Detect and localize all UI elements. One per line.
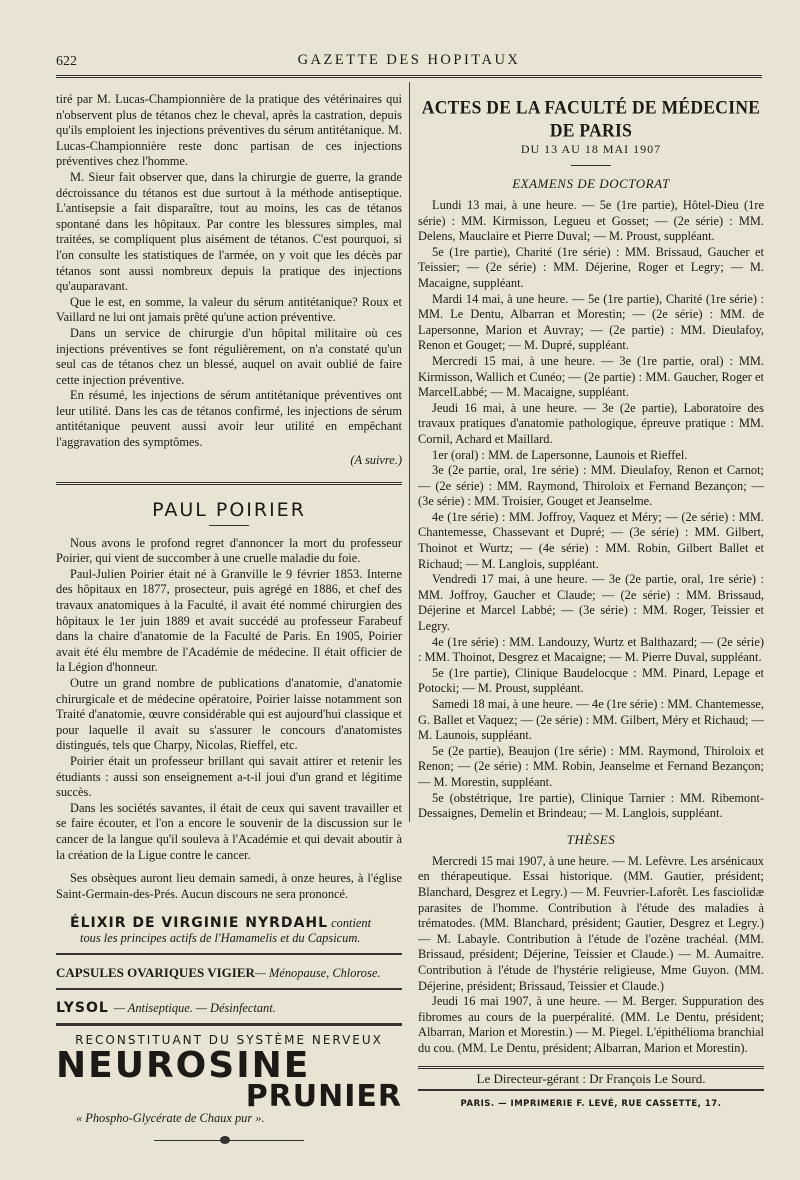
paragraph: Poirier était un professeur brillant qui savait attirer et retenir les étudiants : aussi son enseignement a-t-il joui d'un grand et légitime succès. xyxy=(56,753,402,800)
thesis-entry: Mercredi 15 mai 1907, à une heure. — M. Lefèvre. Les arsénicaux en thérapeutique. Essai historique. (MM. Gautier, président; Blanchard, Desgrez et Legry.) — M. Feuvrier-Laforêt. Les fasciolidæ parasites de l'homme. Contribution à l'étude des maladies à trématodes. (MM. Blanchard, président; Gautier, Desgrez et Legry.) — M. Labayle. Contribution à l'étude de l'ozène trachéal. (MM. Brissaud, président; Déjerine, Teissier et Claude.) — M. Aumaitre. Contribution à l'étude de l'hystérie religieuse, Mme Guyon. (MM. Déjerine, président; Brissaud, Teissier et Claude.) xyxy=(418,853,764,993)
paragraph: Outre un grand nombre de publications d'anatomie, d'anatomie chirurgicale et de médecine opératoire, Poirier laisse notamment son Traité d'anatomie, œuvre considérable qui est aujourd'hui classique et pour laquelle il avait su s'assurer le concours d'anatomistes distingués, tels que Charpy, Nicolas, Rieffel, etc. xyxy=(56,676,402,753)
page-header xyxy=(56,52,762,74)
journal-title: GAZETTE DES HOPITAUX xyxy=(297,52,521,68)
exam-entry: 4e (1re série) : MM. Joffroy, Vaquez et Méry; — (2e série) : MM. Chantemesse, Chassevant et Dupré; — (3e série) : MM. Gilbert, Thoinot et Wurtz; — (4e série) : MM. Robin, Gilbert Ballet et Richaud; — M. Langlois, suppléant. xyxy=(418,509,764,571)
capsules-name: CAPSULES OVARIQUES VIGIER xyxy=(56,965,255,981)
section-examens-title: EXAMENS DE DOCTORAT xyxy=(512,176,670,191)
ad-separator xyxy=(56,953,402,955)
paragraph: tiré par M. Lucas-Championnière de la pratique des vétérinaires qui n'observent plus de tétanos chez le cheval, après la castration, depuis qu'ils emploient les injections préventives du sérum antitétanique. M. Lucas-Championnière reste donc partisan de ces injections préventives chez l'homme. xyxy=(56,92,402,169)
ad-separator xyxy=(56,1023,402,1026)
title-rule xyxy=(571,165,611,166)
capsules-desc: — Ménopause, Chlorose. xyxy=(254,966,381,981)
ornament-dot xyxy=(220,1136,230,1144)
title-rule xyxy=(209,525,249,526)
ad-elixir xyxy=(56,916,402,946)
exam-entry: Lundi 13 mai, à une heure. — 5e (1re partie), Hôtel-Dieu (1re série) : MM. Kirmisson, Legueu et Gosset; — (2e série) : MM. Delens, Mauclaire et Pierre Duval; — M. Proust, suppléant. xyxy=(418,198,764,244)
ad-lysol xyxy=(56,997,402,1016)
section-theses-title: THÈSES xyxy=(566,831,616,847)
page-number: 622 xyxy=(56,54,77,69)
neurosine-brand: NEUROSINE xyxy=(56,1045,311,1087)
exam-entry: 1er (oral) : MM. de Lapersonne, Launois et Rieffel. xyxy=(432,447,688,462)
lysol-name: LYSOL xyxy=(56,1000,109,1017)
obituary-title: PAUL POIRIER xyxy=(152,498,306,521)
prunier-brand: PRUNIER xyxy=(245,1079,402,1115)
paragraph: Dans un service de chirurgie d'un hôpital militaire où ces injections préventives se font régulièrement, on n'a constaté qu'un seul cas de tétanos chez un blessé, auquel on avait oublié de faire cette injection préventive. xyxy=(56,325,402,387)
paragraph: Dans les sociétés savantes, il était de ceux qui savent travailler et se faire écouter, et l'on a encore le souvenir de la discussion sur le cancer de la langue qu'il souleva à l'Académie et qui devait aboutir à la création de la Ligue contre le cancer. xyxy=(56,800,402,862)
column-divider xyxy=(409,82,410,822)
exam-entry: Samedi 18 mai, à une heure. — 4e (1re série) : MM. Chantemesse, G. Ballet et Vaquez; — (2e série) : MM. Gilbert, Méry et Richaud; — M. Launois, suppléant. xyxy=(418,697,764,743)
right-column xyxy=(418,92,764,1109)
lysol-desc: — Antiseptique. — Désinfectant. xyxy=(113,1001,276,1016)
to-be-continued: (A suivre.) xyxy=(350,452,402,467)
paragraph: M. Sieur fait observer que, dans la chirurgie de guerre, la grande décroissance du tétanos est due surtout à la méthode antiseptique. L'antisepsie a fait disparaître, tout au moins, les cas de tétanos spontané dans les hôpitaux. Par contre les blessures simples, mal traitées, se compliquent plus aisément de tétanos. C'est pourquoi, si l'on consulte les statistiques de l'armée, on y voit que les décès par tétanos sont aussi nombreux depuis la pratique des injections qu'auparavant. xyxy=(56,169,402,294)
reconstituant-text: RECONSTITUANT DU SYSTÈME NERVEUX xyxy=(75,1033,383,1048)
paragraph: En résumé, les injections de sérum antitétanique préventives ont leur utilité. Dans les cas de tétanos confirmé, les injections de sérum antitétanique peuvent aussi avoir leur utilité en empêchant l'aggravation des symptômes. xyxy=(56,388,402,450)
ad-capsules xyxy=(56,962,402,981)
printer-line: PARIS. — IMPRIMERIE F. LEVÉ, RUE CASSETTE, 17. xyxy=(460,1099,722,1110)
end-ornament xyxy=(154,1140,304,1141)
director-rule xyxy=(418,1089,764,1091)
footer-separator xyxy=(418,1066,764,1069)
elixir-contient: contient xyxy=(331,916,372,931)
elixir-desc: tous les principes actifs de l'Hamamelis et du Capsicum. xyxy=(80,931,361,946)
thesis-entry: Jeudi 16 mai 1907, à une heure. — M. Berger. Suppuration des fibromes au cours de la puerpéralité. (MM. Le Dentu, président; Albarran, Marion et Morestin.) — M. Piegel. L'épithélioma branchial du cou. (MM. Le Dentu, président; Albarran, Marion et Morestin). xyxy=(418,994,764,1055)
faculty-acts-title: ACTES DE LA FACULTÉ DE MÉDECINE DE PARIS xyxy=(421,95,761,141)
ad-separator xyxy=(56,988,402,990)
director-line: Le Directeur-gérant : Dr François Le Sourd. xyxy=(476,1071,706,1087)
ad-neurosine xyxy=(56,1033,402,1126)
exam-entry: 5e (2e partie), Beaujon (1re série) : MM. Raymond, Thiroloix et Renon; — (2e série) : MM. Robin, Jeanselme et Fernand Bezançon; — M. Morestin, suppléant. xyxy=(418,743,764,789)
phospho-text: « Phospho-Glycérate de Chaux pur ». xyxy=(76,1111,265,1126)
header-rule xyxy=(56,75,762,78)
exam-entry: 5e (1re partie), Charité (1re série) : MM. Brissaud, Gaucher et Teissier; — (2e série) : MM. Déjerine, Roger et Legry; — M. Macaigne, suppléant. xyxy=(418,244,764,290)
exam-entry: Vendredi 17 mai, à une heure. — 3e (2e partie, oral, 1re série) : MM. Joffroy, Gaucher et Claude; — (2e série) : MM. Brissaud, Déjerine et Marcel Labbé; — (3e série) : MM. Roger, Teissier et Legry. xyxy=(418,572,764,634)
exam-entry: 4e (1re série) : MM. Landouzy, Wurtz et Balthazard; — (2e série) : MM. Thoinot, Desgrez et Macaigne; — M. Pierre Duval, suppléant. xyxy=(418,634,764,665)
elixir-name: ÉLIXIR DE VIRGINIE NYRDAHL xyxy=(70,915,329,932)
exam-entry: Jeudi 16 mai, à une heure. — 3e (2e partie), Laboratoire des travaux pratiques d'anatomie pathologique, épreuve pratique : MM. Cornil, Achard et Maillard. xyxy=(418,400,764,446)
exam-entry: 5e (obstétrique, 1re partie), Clinique Tarnier : MM. Ribemont-Dessaignes, Demelin et Brindeau; — M. Langlois, suppléant. xyxy=(418,790,764,821)
paragraph: Nous avons le profond regret d'annoncer la mort du professeur Poirier, qui vient de succomber à une cruelle maladie du foie. xyxy=(56,535,402,566)
exam-entry: Mercredi 15 mai, à une heure. — 3e (1re partie, oral) : MM. Kirmisson, Wallich et Cunéo; — (2e partie) : MM. Gaucher, Roger et MarcelLabbé; — M. Macaigne, suppléant. xyxy=(418,353,764,400)
exam-entry: 3e (2e partie, oral, 1re série) : MM. Dieulafoy, Renon et Carnot; — (2e série) : MM. Raymond, Thiroloix et Fernand Bezançon; — (3e série) : MM. Troisier, Gouget et Jeanselme. xyxy=(418,463,764,509)
left-column xyxy=(56,92,402,1141)
paragraph: Paul-Julien Poirier était né à Granville le 9 février 1853. Interne des hôpitaux en 1877, prosecteur, puis agrégé en 1886, et chef des travaux anatomiques à la Faculté, il avait été nommé chirurgien des hôpitaux le 1er juin 1889 et avait succédé au professeur Farabeuf dans la chaire d'anatomie de la Faculté de Paris. En 1905, Poirier avait été élu membre de l'Académie de médecine. Il était officier de la Légion d'honneur. xyxy=(56,566,402,675)
paragraph: Ses obsèques auront lieu demain samedi, à onze heures, à l'église Saint-Germain-des-Prés. Aucun discours ne sera prononcé. xyxy=(56,871,402,901)
section-separator xyxy=(56,482,402,485)
exam-entry: Mardi 14 mai, à une heure. — 5e (1re partie), Charité (1re série) : MM. Le Dentu, Albarran et Morestin; — (2e série) : MM. de Lapersonne, Marion et Auvray; — (2e partie) : MM. Dieulafoy, Renon et Gouget; — M. Dupré, suppléant. xyxy=(418,291,764,353)
paragraph: Que le est, en somme, la valeur du sérum antitétanique? Roux et Vaillard ne lui ont jamais prêté qu'une action préventive. xyxy=(56,294,402,325)
faculty-acts-dates: DU 13 AU 18 MAI 1907 xyxy=(520,142,662,156)
exam-entry: 5e (1re partie), Clinique Baudelocque : MM. Pinard, Lepage et Potocki; — M. Proust, suppléant. xyxy=(418,665,764,696)
